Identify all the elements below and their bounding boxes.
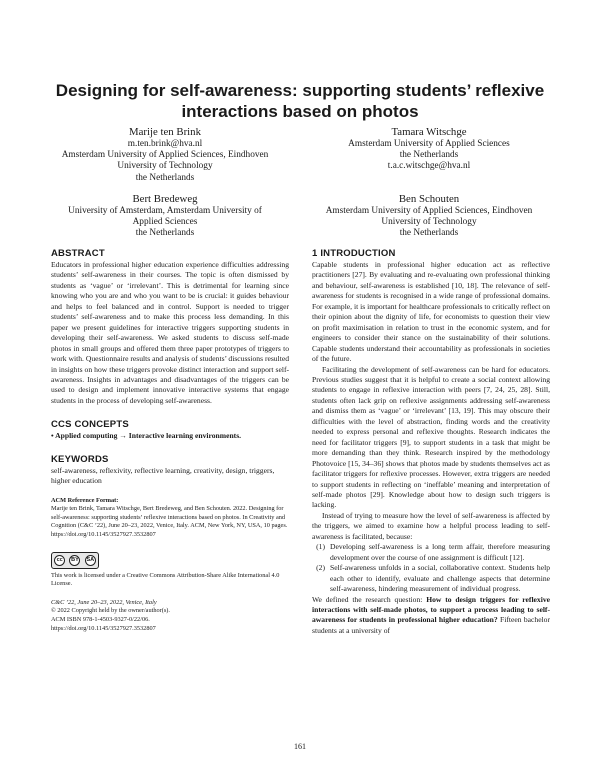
author-affiliation: University of Amsterdam, Amsterdam University of <box>68 206 262 216</box>
intro-paragraph: Instead of trying to measure how the level of self-awareness is affected by the triggers, we aimed to examine how a helpful process leading to self-awareness is facilitated, because: <box>312 510 550 541</box>
intro-paragraph: Capable students in professional higher education act as reflective practitioners [27]. By evaluating and re-evaluating own professional thinking and behaviour, self-awareness is established [10, 18]. The relevance of self-awareness for students is recognised in a wide range of professional domains. For example, it is important for healthcare professionals to critically reflect on their opinion about the dignity of life, for economists to question their view on profit maximisation in relation to trust in the economic system, and for engineers to consider their stance on the sustainability of their solutions. Capable students understand their accountability as professionals in societies of the future. <box>312 260 550 364</box>
cc-icon: cc <box>54 555 65 566</box>
creative-commons-badge <box>51 552 99 569</box>
author-name: Tamara Witschge <box>391 126 467 138</box>
list-item-number: (1) <box>316 542 325 552</box>
list-item-number: (2) <box>316 563 325 573</box>
author-country: the Netherlands <box>135 172 195 183</box>
right-column <box>312 248 550 636</box>
intro-paragraph: Facilitating the development of self-awareness can be hard for educators. Previous studies suggest that it is helpful to create a social context allowing students to engage in reflexive interaction with peers [7, 24, 25, 28]. Still, students often lack grip on reflexive assignments addressing self-awareness and dismiss them as ‘vague’ or ‘irrelevant’ [13, 19]. This may obscure their difficulties with the level of abstraction, finding words and the creativity needed to express personal and reflexive thoughts. Research indicates the need for facilitator triggers [9], to support students in a task that might be more demanding than they think. Research inspired by the methodology Photovoice [15, 34–36] shows that photos made by students themselves act as facilitator triggers for reflexive processes. However, extra triggers are needed to support students in reflecting on ‘ineffable’ meaning and interpretation of self-made photos [29]. Knowledge about how to design such triggers is lacking. <box>312 364 550 510</box>
isbn-line: ACM ISBN 978-1-4503-9327-0/22/06. <box>51 616 150 624</box>
research-question-paragraph <box>312 595 550 637</box>
acm-reference <box>51 497 289 540</box>
conference-line: C&C ’22, June 20–23, 2022, Venice, Italy <box>51 598 157 606</box>
rq-continuation: Fifteen bachelor students at a university of <box>312 615 550 635</box>
left-column <box>51 248 289 633</box>
author-block <box>314 193 544 240</box>
sa-icon: SA <box>85 555 96 566</box>
rq-intro: We defined the research question: <box>312 594 427 604</box>
abstract-text: Educators in professional higher education experience difficulties addressing students’ self-awareness in their courses. The topic is often dismissed by students as ‘vague’ or ‘irrelevant’. This is detrimental for learning since knowing who you are and who you want to be is crucial: it guides behaviour and helps to feel balanced and in control. Support is needed to trigger students’ self-awareness and to make this process less demanding. In this paper we present guidelines for interactive triggers supporting students in developing their self-awareness. We asked students to discuss self-made photos in small groups and offered them three paper prototypes of triggers to work with. Questionnaire results and analysis of students’ discussions resulted in insights on how these triggers provoke distinct interaction and support self-awareness. Insights in advantages and disadvantages of the triggers can be used to design and implement innovative interactive systems that engage students in the process of developing self-awareness. <box>51 260 289 405</box>
author-affiliation: Amsterdam University of Applied Sciences, Eindhoven <box>325 206 533 216</box>
license-block <box>51 552 289 589</box>
license-text: This work is licensed under a Creative Commons Attribution-Share Alike International 4.0 License. <box>51 571 280 588</box>
doi-line: https://doi.org/10.1145/3527927.3532807 <box>51 624 156 632</box>
abstract-heading: ABSTRACT <box>51 248 105 259</box>
author-affiliation: University of Technology <box>117 161 213 172</box>
author-name: Marije ten Brink <box>129 126 201 138</box>
title-line-1: Designing for self-awareness: supporting students’ reflexive <box>55 81 545 100</box>
ccs-text: • Applied computing → Interactive learning environments. <box>51 431 242 441</box>
author-country: the Netherlands <box>135 228 195 239</box>
list-item-text: Self-awareness unfolds in a social, collaborative context. Students help each other to identify, evaluate and challenge aspects that determine self-awareness, hindering measurement of individual progress. <box>330 563 550 594</box>
by-icon: BY <box>69 555 80 566</box>
reasons-list <box>312 542 550 594</box>
page-number: 161 <box>294 742 306 751</box>
author-email: t.a.c.witschge@hva.nl <box>387 161 471 172</box>
paper-title <box>40 80 560 122</box>
author-block <box>314 126 544 173</box>
author-country: the Netherlands <box>399 228 459 239</box>
research-question: How to design triggers for reflexive interactions with self-made photos, to support a process leading to self-awareness for students in professional higher education? <box>312 594 550 625</box>
ccs-heading: CCS CONCEPTS <box>51 419 129 431</box>
keywords-text: self-awareness, reflexivity, reflective learning, creativity, design, triggers, higher education <box>51 465 275 486</box>
introduction-heading: 1 INTRODUCTION <box>312 248 396 259</box>
title-line-2: interactions based on photos <box>181 102 419 121</box>
author-email: m.ten.brink@hva.nl <box>127 139 203 149</box>
acm-reference-heading: ACM Reference Format: <box>51 496 119 504</box>
list-item-text: Developing self-awareness is a long term affair, therefore measuring development over the course of one assignment is difficult [12]. <box>330 542 550 562</box>
list-item <box>312 563 550 594</box>
author-block <box>50 193 280 240</box>
author-name: Ben Schouten <box>398 193 460 205</box>
author-affiliation: Applied Sciences <box>132 217 198 228</box>
acm-reference-text: Marije ten Brink, Tamara Witschge, Bert Bredeweg, and Ben Schouten. 2022. Designing for self-awareness: supporting students’ reflexive interactions based on photos. In Creativity and Cognition (C&C ’22), June 20–23, 2022, Venice, Italy. ACM, New York, NY, USA, 10 pages. https://doi.org/10.1145/3527927.3532807 <box>51 505 288 539</box>
author-country: the Netherlands <box>399 150 459 161</box>
author-affiliation: Amsterdam University of Applied Sciences <box>348 139 510 149</box>
author-block <box>50 126 280 184</box>
list-item <box>312 542 550 563</box>
footer-meta <box>51 599 289 633</box>
copyright-line: © 2022 Copyright held by the owner/author(s). <box>51 607 170 615</box>
keywords-heading: KEYWORDS <box>51 453 109 465</box>
author-affiliation: Amsterdam University of Applied Sciences, Eindhoven <box>61 150 269 161</box>
author-name: Bert Bredeweg <box>132 193 198 205</box>
author-affiliation: University of Technology <box>381 217 477 228</box>
